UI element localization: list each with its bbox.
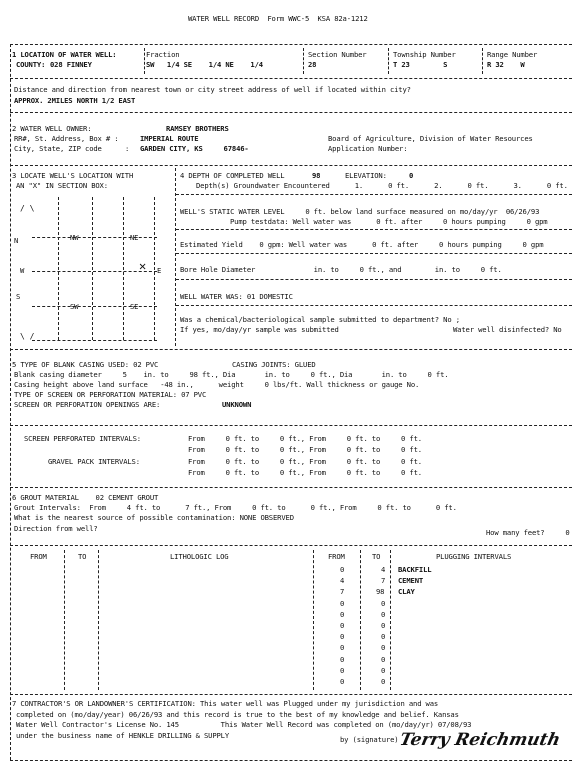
quadrant-se: SE bbox=[130, 302, 139, 311]
section-value: 28 bbox=[308, 60, 317, 69]
plug-to-cell: 0 bbox=[381, 609, 386, 619]
location-label: 1 LOCATION OF WATER WELL: bbox=[12, 50, 117, 59]
plug-from-cell: 0 bbox=[340, 643, 345, 653]
how-many-feet: How many feet? 0 bbox=[486, 528, 570, 537]
grout-material: 6 GROUT MATERIAL 02 CEMENT GROUT bbox=[12, 493, 159, 502]
certification-line-4: under the business name of HENKLE DRILLING & SUPPLY bbox=[16, 731, 230, 740]
fraction-label: Fraction bbox=[146, 50, 180, 59]
address-value: IMPERIAL ROUTE bbox=[140, 134, 199, 143]
plug-to-cell: 98 bbox=[376, 587, 385, 597]
depth-value: 98 bbox=[312, 171, 321, 180]
certification-line-3: Water Well Contractor's License No. 145 This Water Well Record was completed on (mo/day/yr) 07/08/93 bbox=[16, 720, 472, 729]
col-sep bbox=[144, 48, 145, 74]
divider bbox=[10, 760, 572, 761]
plug-from-cell: 0 bbox=[340, 621, 345, 630]
casing-diameter: Blank casing diameter 5 in. to 98 ft., Dia in. to 0 ft., Dia in. to 0 ft. bbox=[14, 370, 449, 379]
divider bbox=[10, 694, 572, 695]
well-water-use: WELL WATER WAS: 01 DOMESTIC bbox=[180, 292, 293, 301]
plug-to-header: TO bbox=[372, 552, 381, 561]
county-label: COUNTY: bbox=[16, 60, 46, 69]
address-label: RR#, St. Address, Box # : bbox=[14, 134, 119, 143]
pump-testdata: Pump testdata: Well water was 0 ft. after 0 hours pumping 0 gpm bbox=[230, 217, 548, 226]
plug-description-cell: BACKFILL bbox=[398, 565, 432, 574]
range-label: Range Number bbox=[487, 50, 538, 59]
compass-e: E bbox=[157, 266, 162, 275]
divider bbox=[10, 165, 572, 166]
divider bbox=[10, 425, 572, 426]
plug-from-cell: 0 bbox=[340, 665, 345, 675]
plug-from-cell: 0 bbox=[340, 598, 345, 608]
board-text: Board of Agriculture, Division of Water Resources bbox=[328, 134, 533, 143]
plug-description-cell: CEMENT bbox=[398, 576, 424, 586]
grout-intervals: Grout Intervals: From 4 ft. to 7 ft., From 0 ft. to 0 ft., From 0 ft. to 0 ft. bbox=[14, 503, 457, 512]
nw-corner: / \ bbox=[20, 204, 35, 213]
plug-from-cell: 0 bbox=[340, 609, 345, 619]
locate-label-2: AN "X" IN SECTION BOX: bbox=[16, 181, 108, 190]
plug-from-cell: 0 bbox=[340, 677, 345, 686]
divider bbox=[10, 78, 572, 79]
compass-w: W bbox=[20, 266, 25, 275]
plug-to-cell: 0 bbox=[381, 598, 386, 608]
screen-interval-row: From 0 ft. to 0 ft., From 0 ft. to 0 ft. bbox=[188, 434, 422, 443]
distance-question: Distance and direction from nearest town or city street address of well if located within city? bbox=[14, 85, 411, 94]
quadrant-nw: NW bbox=[70, 233, 79, 242]
signature-label: by (signature) bbox=[340, 735, 399, 744]
well-location-x-mark: ✕ bbox=[139, 259, 147, 273]
distance-answer: APPROX. 2MILES NORTH 1/2 EAST bbox=[14, 96, 136, 105]
plug-to-cell: 0 bbox=[381, 643, 386, 653]
range-value: R 32 W bbox=[487, 60, 525, 69]
locate-label-1: 3 LOCATE WELL'S LOCATION WITH bbox=[12, 171, 134, 180]
compass-n: N bbox=[14, 236, 19, 245]
section-label: Section Number bbox=[308, 50, 367, 59]
compass-s: S bbox=[16, 292, 21, 301]
log-from-header: FROM bbox=[30, 552, 47, 561]
plug-from-cell: 4 bbox=[340, 576, 345, 586]
log-to-header: TO bbox=[78, 552, 87, 561]
divider bbox=[10, 112, 572, 113]
elevation-value: 0 bbox=[409, 171, 414, 180]
openings-label: SCREEN OR PERFORATION OPENINGS ARE: bbox=[14, 400, 161, 409]
col-sep bbox=[388, 48, 389, 74]
quadrant-sw: SW bbox=[70, 302, 79, 311]
city-label: City, State, ZIP code bbox=[14, 144, 102, 153]
left-border bbox=[10, 44, 11, 760]
certification-line-1: 7 CONTRACTOR'S OR LANDOWNER'S CERTIFICATION: This water well was Plugged under my jurisdiction and was bbox=[12, 699, 439, 708]
section-box[interactable] bbox=[12, 192, 172, 346]
static-water-level: WELL'S STATIC WATER LEVEL 0 ft. below land surface measured on mo/day/yr 06/26/93 bbox=[180, 207, 540, 216]
disinfected-question: Water well disinfected? No bbox=[453, 325, 562, 334]
lithologic-log-header: LITHOLOGIC LOG bbox=[170, 552, 229, 561]
casing-height: Casing height above land surface -48 in., weight 0 lbs/ft. Wall thickness or gauge No. bbox=[14, 380, 420, 389]
sample-date-question: If yes, mo/day/yr sample was submitted bbox=[180, 325, 339, 334]
county-value: 028 FINNEY bbox=[50, 60, 92, 69]
sw-corner: \ / bbox=[20, 332, 35, 341]
plug-to-cell: 0 bbox=[381, 677, 386, 686]
plug-from-cell: 0 bbox=[340, 565, 345, 574]
township-label: Township Number bbox=[393, 50, 456, 59]
plug-description-cell: CLAY bbox=[398, 587, 415, 597]
bore-hole-diameter: Bore Hole Diameter in. to 0 ft., and in. to 0 ft. bbox=[180, 265, 502, 274]
col-sep bbox=[482, 48, 483, 74]
gravel-interval-row: From 0 ft. to 0 ft., From 0 ft. to 0 ft. bbox=[188, 457, 422, 466]
application-number: Application Number: bbox=[328, 144, 408, 153]
divider bbox=[10, 487, 572, 488]
divider bbox=[10, 349, 572, 350]
plug-from-cell: 7 bbox=[340, 587, 345, 597]
plug-from-cell: 0 bbox=[340, 654, 345, 664]
contamination-source: What is the nearest source of possible contamination: NONE OBSERVED bbox=[14, 513, 294, 522]
quadrant-ne: NE bbox=[130, 233, 139, 242]
groundwater-depths: Depth(s) Groundwater Encountered 1. 0 ft. 2. 0 ft. 3. 0 ft. bbox=[196, 181, 568, 190]
certification-line-2: completed on (mo/day/year) 06/26/93 and this record is true to the best of my knowledge and belief. Kansas bbox=[16, 710, 459, 719]
casing-type: 5 TYPE OF BLANK CASING USED: 02 PVC bbox=[12, 360, 159, 369]
fraction-value: SW 1/4 SE 1/4 NE 1/4 bbox=[146, 60, 263, 69]
screen-material: TYPE OF SCREEN OR PERFORATION MATERIAL: 07 PVC bbox=[14, 390, 207, 399]
divider bbox=[10, 545, 572, 546]
plug-to-cell: 0 bbox=[381, 654, 386, 664]
owner-label: 2 WATER WELL OWNER: bbox=[12, 124, 92, 133]
depth-label: 4 DEPTH OF COMPLETED WELL bbox=[180, 171, 285, 180]
plug-to-cell: 4 bbox=[381, 565, 386, 574]
chemical-sample-question: Was a chemical/bacteriological sample submitted to department? No ; bbox=[180, 315, 460, 324]
elevation-label: ELEVATION: bbox=[345, 171, 387, 180]
direction-from-well: Direction from well? bbox=[14, 524, 98, 533]
gravel-intervals-label: GRAVEL PACK INTERVALS: bbox=[48, 457, 140, 466]
openings-value: UNKNOWN bbox=[222, 400, 252, 409]
screen-intervals-label: SCREEN PERFORATED INTERVALS: bbox=[24, 434, 141, 443]
plug-to-cell: 0 bbox=[381, 632, 386, 642]
col-sep bbox=[303, 48, 304, 74]
owner-value: RAMSEY BROTHERS bbox=[166, 124, 229, 133]
plug-from-header: FROM bbox=[328, 552, 345, 561]
plug-to-cell: 0 bbox=[381, 665, 386, 675]
township-value: T 23 S bbox=[393, 60, 448, 69]
screen-interval-row: From 0 ft. to 0 ft., From 0 ft. to 0 ft. bbox=[188, 445, 422, 454]
city-value: GARDEN CITY, KS 67846- bbox=[140, 144, 249, 153]
casing-joints: CASING JOINTS: GLUED bbox=[232, 360, 316, 369]
divider bbox=[10, 44, 572, 45]
estimated-yield: Estimated Yield 0 gpm: Well water was 0 ft. after 0 hours pumping 0 gpm bbox=[180, 240, 544, 249]
form-title: WATER WELL RECORD Form WWC-5 KSA 82a-1212 bbox=[188, 14, 368, 23]
plug-to-cell: 0 bbox=[381, 621, 386, 630]
signature: Terry Reichmuth bbox=[397, 730, 563, 750]
gravel-interval-row: From 0 ft. to 0 ft., From 0 ft. to 0 ft. bbox=[188, 468, 422, 477]
plug-from-cell: 0 bbox=[340, 632, 345, 642]
plugging-intervals-header: PLUGGING INTERVALS bbox=[436, 552, 512, 561]
plug-to-cell: 7 bbox=[381, 576, 386, 586]
